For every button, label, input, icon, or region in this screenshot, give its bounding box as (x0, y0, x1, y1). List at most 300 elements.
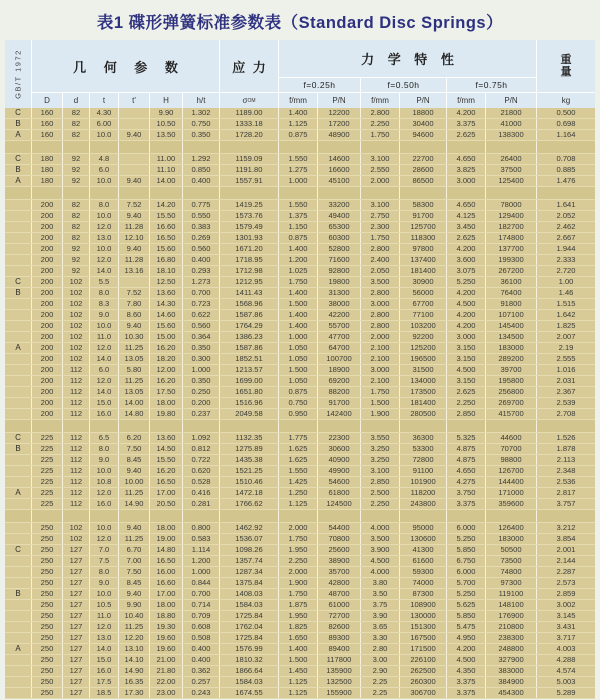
cell-sigma_om: 1275.89 (220, 444, 278, 454)
cell-h_t: 0.700 (183, 288, 219, 298)
cell-D: 200 (32, 233, 62, 243)
cell-f_075: 4.500 (447, 655, 485, 665)
cell-d: 127 (63, 600, 89, 610)
cell-H: 14.50 (150, 444, 182, 454)
cell-H: 15.50 (150, 211, 182, 221)
cell-t: 6.0 (90, 165, 118, 175)
cell-D: 200 (32, 376, 62, 386)
cell-sigma_om: 1472.18 (220, 488, 278, 498)
cell-h_t: 0.550 (183, 211, 219, 221)
cell-d: 82 (63, 200, 89, 210)
cell-t: 15.0 (90, 398, 118, 408)
cell-H: 18.20 (150, 354, 182, 364)
cell-p_025: 70800 (318, 534, 360, 544)
cell-t: 10.0 (90, 130, 118, 140)
cell-cls (5, 321, 31, 331)
cell-cls (5, 233, 31, 243)
cell-d: 112 (63, 398, 89, 408)
cell-t_prime: 13.10 (119, 644, 149, 654)
cell-f_075: 3.075 (447, 266, 485, 276)
cell-p_050: 72800 (400, 455, 446, 465)
cell-h_t: 0.400 (183, 255, 219, 265)
cell-kg: 1.46 (537, 288, 595, 298)
cell-p_050: 31500 (400, 365, 446, 375)
cell-t: 4.8 (90, 154, 118, 164)
cell-t_prime: 7.52 (119, 288, 149, 298)
cell-kg: 4.288 (537, 655, 595, 665)
table-row (5, 130, 595, 141)
cell-t_prime: 11.25 (119, 343, 149, 353)
cell-f_050: 1.750 (361, 387, 399, 397)
cell-kg: 2.539 (537, 398, 595, 408)
cell-t: 13.0 (90, 233, 118, 243)
cell-f_050: 2.100 (361, 354, 399, 364)
cell-f_050: 2.000 (361, 176, 399, 186)
table-row (5, 622, 595, 633)
cell-p_025: 88200 (318, 387, 360, 397)
cell-p_050: 56000 (400, 288, 446, 298)
cell-cls: B (5, 589, 31, 599)
table-row (5, 611, 595, 622)
cell-t_prime: 11.28 (119, 255, 149, 265)
cell-t_prime: 9.40 (119, 211, 149, 221)
cell-D: 225 (32, 466, 62, 476)
cell-t: 8.0 (90, 444, 118, 454)
cell-d (63, 187, 89, 199)
cell-p_050: 130000 (400, 611, 446, 621)
col-header-t: t (90, 93, 118, 108)
cell-p_075: 248800 (486, 644, 536, 654)
cell-cls (5, 310, 31, 320)
cell-p_050: 262500 (400, 666, 446, 676)
cell-cls (5, 420, 31, 432)
cell-sigma_om: 1852.51 (220, 354, 278, 364)
cell-D: 225 (32, 455, 62, 465)
cell-kg: 0.885 (537, 165, 595, 175)
table-row (5, 119, 595, 130)
cell-cls: B (5, 288, 31, 298)
cell-kg: 0.698 (537, 119, 595, 129)
cell-f_025: 1.050 (279, 376, 317, 386)
cell-p_075: 174800 (486, 233, 536, 243)
cell-H: 21.80 (150, 666, 182, 676)
cell-cls: A (5, 343, 31, 353)
cell-t: 6.5 (90, 433, 118, 443)
cell-sigma_om: 1764.29 (220, 321, 278, 331)
col-header-H: H (150, 93, 182, 108)
cell-p_025: 30600 (318, 444, 360, 454)
cell-d: 127 (63, 666, 89, 676)
cell-sigma_om: 1674.55 (220, 688, 278, 698)
cell-t_prime: 14.10 (119, 655, 149, 665)
cell-t_prime (119, 108, 149, 118)
cell-f_050: 2.250 (361, 499, 399, 509)
cell-sigma_om: 1557.91 (220, 176, 278, 186)
cell-d: 112 (63, 499, 89, 509)
cell-H: 21.00 (150, 655, 182, 665)
cell-t_prime: 6.20 (119, 433, 149, 443)
cell-f_025: 1.650 (279, 633, 317, 643)
cell-H: 15.60 (150, 321, 182, 331)
cell-H (150, 141, 182, 153)
col-header-f-075: f/mm (447, 93, 485, 108)
cell-t_prime: 9.40 (119, 244, 149, 254)
cell-h_t: 0.608 (183, 622, 219, 632)
cell-d: 82 (63, 233, 89, 243)
cell-h_t: 0.508 (183, 633, 219, 643)
cell-cls (5, 387, 31, 397)
cell-sigma_om: 1408.03 (220, 589, 278, 599)
cell-f_050: 3.80 (361, 578, 399, 588)
cell-t: 11.0 (90, 332, 118, 342)
table-body (5, 108, 595, 699)
cell-f_025: 1.400 (279, 644, 317, 654)
cell-h_t: 0.800 (183, 523, 219, 533)
cell-kg: 2.817 (537, 488, 595, 498)
cell-h_t: 0.250 (183, 387, 219, 397)
cell-t_prime (119, 420, 149, 432)
cell-cls: A (5, 644, 31, 654)
cell-p_075: 126400 (486, 523, 536, 533)
cell-t_prime: 11.28 (119, 222, 149, 232)
cell-cls (5, 211, 31, 221)
cell-t (90, 187, 118, 199)
cell-D: 225 (32, 433, 62, 443)
cell-f_050: 3.100 (361, 154, 399, 164)
cell-sigma_om: 1579.49 (220, 222, 278, 232)
cell-t: 6.0 (90, 365, 118, 375)
cell-d: 127 (63, 611, 89, 621)
cell-t_prime: 9.40 (119, 589, 149, 599)
cell-f_050: 3.30 (361, 633, 399, 643)
cell-f_075: 3.000 (447, 332, 485, 342)
cell-p_075: 134500 (486, 332, 536, 342)
cell-D: 200 (32, 409, 62, 419)
cell-sigma_om: 1573.76 (220, 211, 278, 221)
cell-p_075: 384900 (486, 677, 536, 687)
cell-D: 200 (32, 244, 62, 254)
cell-H: 19.00 (150, 534, 182, 544)
cell-d: 112 (63, 477, 89, 487)
cell-kg: 1.164 (537, 130, 595, 140)
cell-p_075: 195800 (486, 376, 536, 386)
cell-t_prime: 10.40 (119, 611, 149, 621)
cell-f_050: 3.250 (361, 444, 399, 454)
table-row (5, 255, 595, 266)
cell-f_050: 2.800 (361, 108, 399, 118)
cell-cls (5, 222, 31, 232)
cell-t: 8.0 (90, 288, 118, 298)
cell-p_050: 30400 (400, 119, 446, 129)
separator-row (5, 420, 595, 433)
cell-D: 250 (32, 578, 62, 588)
cell-p_025: 42800 (318, 578, 360, 588)
cell-d: 127 (63, 633, 89, 643)
cell-t_prime: 7.50 (119, 444, 149, 454)
cell-p_050: 59300 (400, 567, 446, 577)
cell-cls (5, 466, 31, 476)
cell-H: 16.20 (150, 343, 182, 353)
cell-f_050: 2.800 (361, 310, 399, 320)
cell-p_025: 64700 (318, 343, 360, 353)
cell-f_075: 4.875 (447, 455, 485, 465)
cell-d (63, 141, 89, 153)
cell-h_t: 0.293 (183, 266, 219, 276)
cell-t: 18.5 (90, 688, 118, 698)
cell-cls: C (5, 108, 31, 118)
cell-f_050: 2.500 (361, 488, 399, 498)
cell-p_050: 181400 (400, 398, 446, 408)
cell-D: 200 (32, 288, 62, 298)
cell-f_025: 1.400 (279, 288, 317, 298)
cell-f_050: 2.850 (361, 477, 399, 487)
table-row (5, 477, 595, 488)
cell-f_025: 1.550 (279, 466, 317, 476)
cell-f_025: 1.000 (279, 332, 317, 342)
cell-f_025: 1.400 (279, 321, 317, 331)
cell-f_025 (279, 141, 317, 153)
cell-f_025: 1.125 (279, 677, 317, 687)
cell-D: 250 (32, 677, 62, 687)
cell-h_t: 0.362 (183, 666, 219, 676)
cell-kg: 5.289 (537, 688, 595, 698)
cell-cls: B (5, 165, 31, 175)
cell-p_050: 67700 (400, 299, 446, 309)
cell-cls (5, 244, 31, 254)
cell-H: 20.50 (150, 499, 182, 509)
cell-kg: 2.031 (537, 376, 595, 386)
cell-p_050: 18800 (400, 108, 446, 118)
cell-sigma_om: 1712.98 (220, 266, 278, 276)
cell-H: 17.00 (150, 589, 182, 599)
cell-H: 18.00 (150, 398, 182, 408)
cell-kg: 3.717 (537, 633, 595, 643)
table-row (5, 288, 595, 299)
table-row (5, 233, 595, 244)
table-row (5, 433, 595, 444)
cell-f_050: 3.250 (361, 455, 399, 465)
cell-d: 102 (63, 321, 89, 331)
cell-t: 4.30 (90, 108, 118, 118)
cell-d: 127 (63, 578, 89, 588)
cell-f_025: 0.950 (279, 409, 317, 419)
cell-p_025: 31300 (318, 288, 360, 298)
cell-H: 16.20 (150, 376, 182, 386)
cell-h_t: 1.273 (183, 277, 219, 287)
cell-f_025: 1.750 (279, 534, 317, 544)
cell-f_075: 4.650 (447, 466, 485, 476)
cell-f_075: 3.150 (447, 376, 485, 386)
cell-p_025: 22300 (318, 433, 360, 443)
cell-h_t: 0.400 (183, 655, 219, 665)
cell-H: 14.60 (150, 310, 182, 320)
cell-sigma_om: 1584.03 (220, 600, 278, 610)
cell-kg: 1.825 (537, 321, 595, 331)
cell-d: 127 (63, 655, 89, 665)
cell-f_050 (361, 510, 399, 522)
cell-kg: 3.002 (537, 600, 595, 610)
table-row (5, 222, 595, 233)
cell-H (150, 420, 182, 432)
cell-cls (5, 477, 31, 487)
table-row (5, 409, 595, 420)
table-row (5, 310, 595, 321)
cell-t_prime (119, 187, 149, 199)
cell-H: 15.00 (150, 332, 182, 342)
cell-f_050: 3.550 (361, 433, 399, 443)
cell-cls: C (5, 433, 31, 443)
cell-D: 200 (32, 321, 62, 331)
cell-p_075: 182700 (486, 222, 536, 232)
cell-f_050: 4.000 (361, 567, 399, 577)
cell-cls (5, 332, 31, 342)
cell-f_025: 1.200 (279, 255, 317, 265)
cell-h_t: 1.292 (183, 154, 219, 164)
cell-p_075: 148100 (486, 600, 536, 610)
cell-t_prime: 9.40 (119, 466, 149, 476)
cell-t: 13.0 (90, 633, 118, 643)
cell-kg: 5.003 (537, 677, 595, 687)
cell-d: 102 (63, 343, 89, 353)
cell-p_050: 181400 (400, 266, 446, 276)
cell-p_050: 167500 (400, 633, 446, 643)
cell-sigma_om (220, 141, 278, 153)
cell-p_025: 89300 (318, 633, 360, 643)
table-row (5, 376, 595, 387)
cell-t_prime (119, 141, 149, 153)
cell-sigma_om: 1521.25 (220, 466, 278, 476)
cell-p_075: 97300 (486, 578, 536, 588)
cell-kg: 1.642 (537, 310, 595, 320)
cell-kg: 3.145 (537, 611, 595, 621)
mechanical-group-header: 力 学 特 性 (279, 40, 536, 77)
cell-kg: 1.476 (537, 176, 595, 186)
cell-H: 13.50 (150, 130, 182, 140)
cell-f_075: 3.375 (447, 119, 485, 129)
cell-f_050: 3.100 (361, 466, 399, 476)
cell-p_075: 126700 (486, 466, 536, 476)
cell-p_025: 52800 (318, 244, 360, 254)
cell-t: 10.0 (90, 211, 118, 221)
cell-p_075: 41000 (486, 119, 536, 129)
cell-t: 9.0 (90, 578, 118, 588)
cell-p_050: 61600 (400, 556, 446, 566)
cell-f_075: 4.200 (447, 288, 485, 298)
cell-p_075: 76400 (486, 288, 536, 298)
cell-f_050: 3.00 (361, 655, 399, 665)
cell-p_075: 137700 (486, 244, 536, 254)
cell-f_075: 2.625 (447, 233, 485, 243)
cell-p_050: 87300 (400, 589, 446, 599)
cell-sigma_om: 1287.34 (220, 567, 278, 577)
cell-D: 200 (32, 354, 62, 364)
cell-p_075: 171000 (486, 488, 536, 498)
cell-cls (5, 534, 31, 544)
cell-H: 15.60 (150, 244, 182, 254)
cell-t_prime: 16.35 (119, 677, 149, 687)
cell-d: 127 (63, 545, 89, 555)
cell-D: 200 (32, 211, 62, 221)
standard-label-cell (5, 40, 31, 108)
cell-p_075: 119100 (486, 589, 536, 599)
cell-p_050: 260300 (400, 677, 446, 687)
cell-D: 200 (32, 398, 62, 408)
cell-f_050: 3.100 (361, 200, 399, 210)
cell-p_050: 94600 (400, 130, 446, 140)
cell-f_075: 4.200 (447, 108, 485, 118)
cell-kg: 3.854 (537, 534, 595, 544)
cell-sigma_om: 1375.84 (220, 578, 278, 588)
cell-p_075: 36100 (486, 277, 536, 287)
cell-p_050 (400, 420, 446, 432)
cell-D: 200 (32, 277, 62, 287)
cell-p_075: 26400 (486, 154, 536, 164)
cell-p_050: 74000 (400, 578, 446, 588)
cell-d: 92 (63, 255, 89, 265)
cell-kg: 3.212 (537, 523, 595, 533)
cell-kg: 2.462 (537, 222, 595, 232)
separator-row (5, 510, 595, 523)
cell-p_075: 91800 (486, 299, 536, 309)
separator-row (5, 141, 595, 154)
cell-D (32, 420, 62, 432)
cell-h_t: 0.400 (183, 644, 219, 654)
cell-p_050: 22700 (400, 154, 446, 164)
cell-p_075: 210800 (486, 622, 536, 632)
cell-f_025: 1.050 (279, 354, 317, 364)
cell-kg: 1.515 (537, 299, 595, 309)
cell-f_025: 1.950 (279, 545, 317, 555)
cell-kg: 2.720 (537, 266, 595, 276)
cell-H: 18.10 (150, 266, 182, 276)
cell-d: 127 (63, 556, 89, 566)
cell-h_t: 1.302 (183, 108, 219, 118)
cell-f_050: 2.800 (361, 321, 399, 331)
cell-kg: 1.526 (537, 433, 595, 443)
table-row (5, 398, 595, 409)
cell-h_t: 0.622 (183, 310, 219, 320)
cell-t_prime: 14.90 (119, 499, 149, 509)
cell-p_025: 54400 (318, 523, 360, 533)
cell-p_050: 125700 (400, 222, 446, 232)
cell-p_025: 42200 (318, 310, 360, 320)
cell-f_025: 1.400 (279, 310, 317, 320)
cell-t: 12.0 (90, 343, 118, 353)
cell-H: 22.00 (150, 677, 182, 687)
cell-f_025: 1.400 (279, 244, 317, 254)
cell-sigma_om: 1536.07 (220, 534, 278, 544)
cell-p_025: 54600 (318, 477, 360, 487)
cell-h_t: 0.723 (183, 299, 219, 309)
cell-kg: 2.113 (537, 455, 595, 465)
cell-p_050: 118300 (400, 233, 446, 243)
table-row (5, 655, 595, 666)
cell-t_prime: 7.50 (119, 567, 149, 577)
table-row (5, 677, 595, 688)
table-row (5, 108, 595, 119)
cell-kg: 2.19 (537, 343, 595, 353)
cell-sigma_om: 1301.93 (220, 233, 278, 243)
cell-d: 92 (63, 165, 89, 175)
cell-p_025: 38900 (318, 556, 360, 566)
cell-t: 9.0 (90, 455, 118, 465)
cell-p_025: 19800 (318, 277, 360, 287)
cell-cls (5, 141, 31, 153)
col-header-t-prime: t' (119, 93, 149, 108)
cell-f_050 (361, 187, 399, 199)
cell-p_025: 55700 (318, 321, 360, 331)
cell-p_075: 70700 (486, 444, 536, 454)
